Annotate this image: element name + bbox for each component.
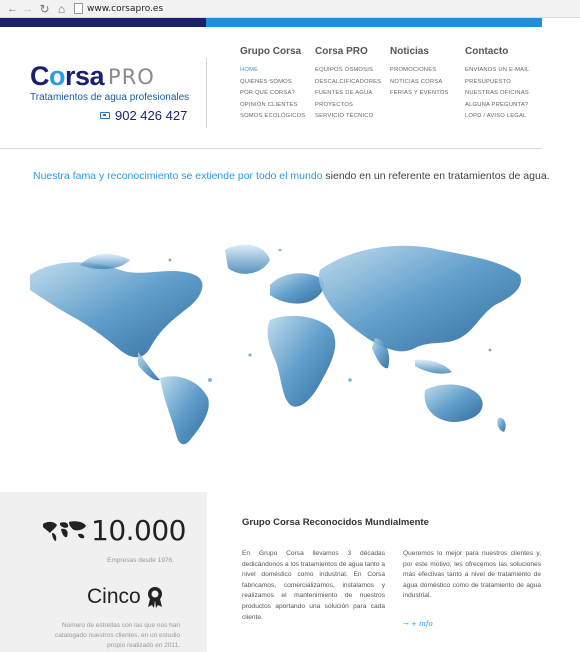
menu-item-presupuesto[interactable]: PRESUPUESTO: [465, 78, 511, 85]
menu-grupo-corsa: [240, 46, 305, 123]
menu-corsa-pro: [315, 46, 381, 123]
top-color-bar: [0, 18, 542, 27]
logo-wordmark: Corsa: [30, 61, 105, 91]
menu-item-promociones[interactable]: PROMOCIONES: [390, 67, 437, 73]
address-bar[interactable]: [74, 2, 194, 16]
about-text-col2: Queremos lo mejor para nuestros clientes y, por este motivo, les ofrecemos las soluciones más efectivas tanto a nivel de tratamiento de agua doméstico como de tratamiento de agua industrial.: [403, 550, 541, 600]
top-accent-bar: [206, 18, 542, 27]
about-title: Grupo Corsa Reconocidos Mundialmente: [242, 517, 429, 528]
menu-item-descalcificadores[interactable]: DESCALCIFICADORES: [315, 78, 382, 85]
menu-item-alguna-pregunta[interactable]: ALGUNA PREGUNTA?: [465, 101, 529, 108]
reload-icon[interactable]: ↻: [39, 1, 50, 16]
about-text-col1: En Grupo Corsa llevamos 3 décadas dedicándonos a los tratamientos de agua tanto a nivel doméstico como industrial. En Corsa fabricamos, comercializamos, instalamos y realizamos el mantenimiento de nuestros productos aportando una solución para cada cliente.: [242, 550, 385, 621]
browser-toolbar: [0, 0, 580, 18]
menu-noticias: [390, 46, 449, 100]
companies-label: Empresas desde 1976.: [107, 557, 174, 564]
menu-item-noticias-corsa[interactable]: NOTICIAS CORSA: [390, 78, 443, 85]
companies-stat: [42, 514, 186, 547]
menu-item-nuestras-oficinas[interactable]: NUESTRAS OFICINAS: [465, 90, 529, 96]
tagline: Nuestra fama y reconocimiento se extiende por todo el mundo siendo en un referente en tratamientos de agua.: [33, 170, 550, 182]
home-icon[interactable]: ⌂: [57, 1, 66, 16]
logo-subtitle: Tratamientos de agua profesionales: [30, 92, 190, 103]
menu-title[interactable]: Contacto: [465, 46, 509, 57]
world-map-icon: [42, 519, 87, 543]
menu-title[interactable]: Corsa PRO: [315, 46, 368, 57]
water-world-map-image: [20, 230, 530, 450]
menu-item-servicio-tecnico[interactable]: SERVICIO TÉCNICO: [315, 113, 374, 119]
more-info-link[interactable]: → + info: [403, 620, 433, 628]
rating-value: Cinco: [87, 585, 141, 608]
menu-item-ferias-eventos[interactable]: FERIAS Y EVENTOS: [390, 90, 449, 96]
award-ribbon-icon: [146, 586, 164, 608]
menu-item-fuentes-de-agua[interactable]: FUENTES DE AGUA: [315, 90, 373, 96]
site-logo[interactable]: [30, 60, 190, 103]
phone-number[interactable]: 902 426 427: [100, 108, 187, 123]
menu-item-somos-ecologicos[interactable]: SOMOS ECOLÓGICOS: [240, 113, 306, 119]
menu-item-quienes-somos[interactable]: QUIÉNES SOMOS: [240, 78, 292, 85]
rating-stat: [87, 585, 164, 609]
url-text: www.corsapro.es: [87, 3, 164, 14]
menu-title[interactable]: Grupo Corsa: [240, 46, 302, 57]
menu-item-proyectos[interactable]: PROYECTOS: [315, 101, 354, 108]
forward-arrow-icon[interactable]: →: [22, 2, 33, 15]
menu-item-home[interactable]: HOME: [240, 67, 259, 73]
menu-item-lopd[interactable]: LOPD / AVISO LEGAL: [465, 113, 527, 119]
menu-item-opinion-clientes[interactable]: OPINIÓN CLIENTES: [240, 101, 298, 108]
rating-label: Número de estrellas con las que nos han catalogado nuestros clientes, en un estudio propio realizado en 2011.: [54, 622, 180, 649]
menu-title[interactable]: Noticias: [390, 46, 429, 57]
header-rule: [0, 148, 542, 149]
menu-item-equipos-osmosis[interactable]: EQUIPOS ÓSMOSIS: [315, 67, 374, 73]
menu-contacto: [465, 46, 529, 123]
phone-icon: [100, 112, 110, 119]
companies-count: 10.000: [91, 514, 186, 547]
back-arrow-icon[interactable]: ←: [7, 2, 18, 15]
menu-item-envianos-email[interactable]: ENVÍANOS UN E-MAIL: [465, 67, 530, 73]
menu-item-por-que-corsa[interactable]: POR QUÉ CORSA?: [240, 90, 295, 96]
logo-pro: PRO: [108, 65, 155, 89]
page-icon: [74, 3, 83, 14]
header-divider: [206, 58, 207, 128]
